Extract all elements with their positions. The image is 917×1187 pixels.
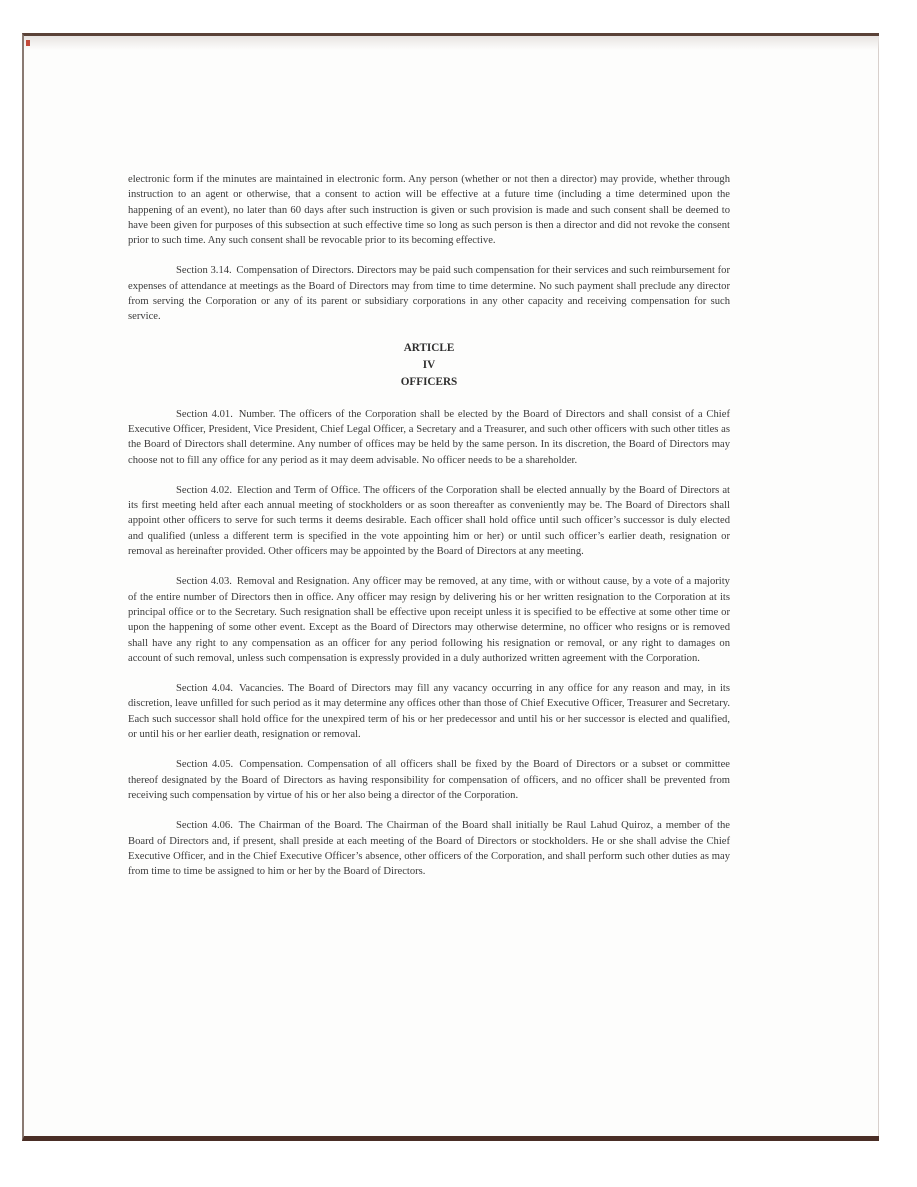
section-title: Vacancies. [238,683,284,695]
section-title: The Chairman of the Board. [238,820,363,832]
document-body [128,172,730,894]
section-4-03 [128,574,730,666]
section-4-01 [128,407,730,468]
section-text: The officers of the Corporation shall be elected by the Board of Directors and shall consist of a Chief Executive Officer, President, Vice President, Chief Legal Officer, a Secretary and a Treasurer, and such other officers with such other titles as the Board of Directors shall determine. Any number of offices may be held by the same person. In its discretion, the Board of Directors may choose not to fill any office for any period as it may deem advisable. No officer needs to be a shareholder. [128,408,730,466]
article-title: OFFICERS [400,375,458,388]
section-number: Section 3.14. [176,265,232,277]
section-4-05 [128,757,730,803]
section-number: Section 4.03. [176,576,232,588]
section-title: Removal and Resignation. [236,576,350,588]
article-label: ARTICLE [403,341,455,354]
section-number: Section 4.04. [176,683,234,695]
section-title: Election and Term of Office. [237,484,361,496]
section-4-02 [128,483,730,559]
article-heading [128,340,730,391]
section-4-04 [128,681,730,742]
section-number: Section 4.02. [176,484,233,496]
section-number: Section 4.01. [176,408,233,420]
section-3-14 [128,263,730,324]
section-title: Compensation. [239,759,304,771]
scan-edge-mark [26,40,30,46]
section-text: Directors may be paid such compensation for their services and such reimbursement for expenses of attendance at meetings as the Board of Directors may from time to time determine. No such payment shall preclude any director from serving the Corporation or any of its parent or subsidiary corporations in any other capacity and receiving compensation for such service. [128,265,731,323]
section-title: Number. [238,408,276,420]
opening-paragraph: electronic form if the minutes are maintained in electronic form. Any person (whether or not then a director) may provide, whether through instruction to an agent or otherwise, that a consent to action will be effective at a future time (including a time determined upon the happening of an event), no later than 60 days after such instruction is given or such provision is made and such consent shall be deemed to have been given for purposes of this subsection at such effective time so long as such person is then a director and did not revoke the consent prior to such time. Any such consent shall be revocable prior to its becoming effective. [128,174,730,247]
section-4-06 [128,818,730,879]
section-text: The Chairman of the Board shall initially be Raul Lahud Quiroz, a member of the Board of Directors and, if present, shall preside at each meeting of the Board of Directors or stockholders. He or she shall advise the Chief Executive Officer, and in the Chief Executive Officer’s absence, other officers of the Corporation, and shall perform such other duties as may from time to time be assigned to him or her by the Board of Directors. [128,820,730,878]
section-text: The officers of the Corporation shall be elected annually by the Board of Directors at its first meeting held after each annual meeting of stockholders or as soon thereafter as conveniently may be. The Board of Directors shall appoint other officers to serve for such terms it deems desirable. Each officer shall hold office until such officer’s successor is duly elected and qualified (unless a different term is specified in the vote appointing him or her) or until such officer’s earlier death, resignation or removal as hereinafter provided. Other officers may be appointed by the Board of Directors at any meeting. [128,484,730,558]
section-number: Section 4.05. [176,759,234,771]
section-title: Compensation of Directors. [236,265,354,277]
section-number: Section 4.06. [176,820,233,832]
section-text: Any officer may be removed, at any time, with or without cause, by a vote of a majority of the entire number of Directors then in office. Any officer may resign by delivering his or her written resignation to the Corporation at its principal office or to the Secretary. Such resignation shall be effective upon receipt unless it is specified to be effective at some other time or upon the happening of some other event. Except as the Board of Directors may otherwise determine, no officer who resigns or is removed shall have any right to any compensation as an officer for any period following his resignation or removal, or any right to damages on account of such removal, unless such compensation is expressly provided in a duly authorized written agreement with the Corporation. [128,576,730,664]
section-text: The Board of Directors may fill any vacancy occurring in any office for any reason and may, in its discretion, leave unfilled for such period as it may determine any offices other than those of Chief Executive Officer, Treasurer and Secretary. Each such successor shall hold office for the unexpired term of his or her predecessor and until his or her successor is elected and qualified, or until his or her earlier death, resignation or removal. [128,683,730,741]
article-number: IV [422,358,436,371]
section-text: Compensation of all officers shall be fixed by the Board of Directors or a subset or committee thereof designated by the Board of Directors as having responsibility for compensation of officers, and no officer shall be prevented from receiving such compensation by virtue of his or her also being a director of the Corporation. [128,759,731,801]
